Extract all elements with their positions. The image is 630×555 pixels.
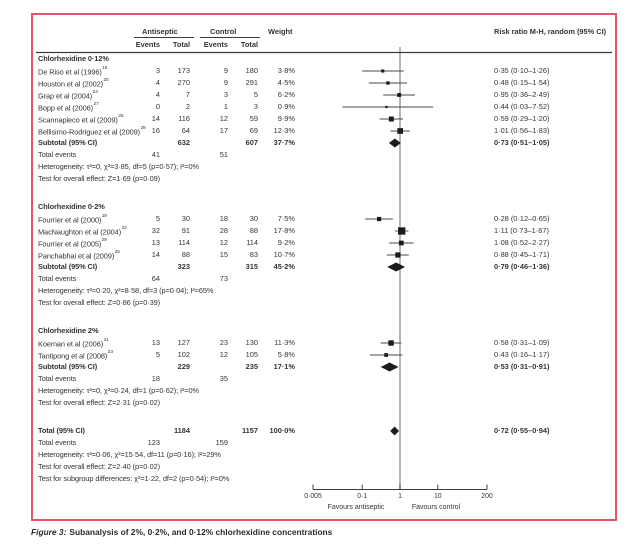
study-row bbox=[0, 337, 630, 349]
control-total-value: 69 bbox=[249, 126, 258, 135]
group-header-row bbox=[0, 53, 630, 65]
row-label: Total events bbox=[38, 438, 77, 447]
control-total-value: 30 bbox=[249, 214, 258, 223]
row-label: Scannapieco et al $(2009)^{26}$ bbox=[38, 114, 124, 125]
reference-number: 29 bbox=[101, 238, 107, 243]
control-total-value: 607 bbox=[245, 138, 258, 147]
row-label: Subtotal (95% CI) bbox=[38, 138, 98, 147]
antiseptic-events-header: Events bbox=[135, 40, 160, 49]
heterogeneity-row bbox=[0, 285, 630, 297]
subgroup-differences-row bbox=[0, 473, 630, 485]
weight-value: 12·3% bbox=[273, 126, 295, 135]
antiseptic-events-value: 13 bbox=[151, 338, 160, 347]
row-label: Koeman et al $(2006)^{21}$ bbox=[38, 338, 109, 349]
antiseptic-events-value: 14 bbox=[151, 114, 160, 123]
control-total-value: 1157 bbox=[241, 426, 258, 435]
risk-ratio-value: 0·73 (0·51–1·05) bbox=[494, 138, 550, 147]
antiseptic-events-value: 4 bbox=[155, 78, 160, 87]
risk-ratio-value: 0·44 (0·03–7·52) bbox=[494, 102, 550, 111]
antiseptic-total-value: 64 bbox=[181, 126, 190, 135]
total-events-row bbox=[0, 437, 630, 449]
control-events-value: 23 bbox=[219, 338, 228, 347]
control-events-value: 9 bbox=[223, 66, 228, 75]
row-label: Tantipong et al $(2008)^{23}$ bbox=[38, 350, 113, 361]
x-axis-tick-label: 0·005 bbox=[304, 493, 322, 500]
risk-ratio-value: 0·59 (0·29–1·20) bbox=[494, 114, 550, 123]
risk-ratio-value: 0·35 (0·10–1·26) bbox=[494, 66, 550, 75]
row-label: Chlorhexidine 0·2% bbox=[38, 202, 105, 211]
control-total-value: 3 bbox=[253, 102, 258, 111]
control-total-value: 235 bbox=[245, 362, 258, 371]
group-header-row bbox=[0, 325, 630, 337]
row-label: Fourrier et al $(2005)^{29}$ bbox=[38, 238, 107, 249]
antiseptic-events-value: 3 bbox=[155, 66, 160, 75]
control-total-value: 180 bbox=[245, 66, 258, 75]
row-label: Test for overall effect: Z=0·86 (p=0·39) bbox=[38, 298, 160, 307]
control-total-value: 114 bbox=[246, 238, 258, 247]
x-axis-tick-label: 10 bbox=[433, 493, 442, 500]
row-label: Total (95% CI) bbox=[38, 426, 85, 435]
control-total-value: 83 bbox=[249, 250, 258, 259]
antiseptic-events-value: 18 bbox=[151, 374, 160, 383]
heterogeneity-row bbox=[0, 385, 630, 397]
row-label: Heterogeneity: τ²=0·20, χ²=8·58, df=3 (p=0·04); I²=65% bbox=[38, 286, 214, 295]
reference-number: 21 bbox=[103, 338, 109, 343]
row-label: Houston et al $(2002)^{20}$ bbox=[38, 78, 109, 89]
weight-value: 3·8% bbox=[277, 66, 295, 75]
antiseptic-events-value: 5 bbox=[155, 350, 160, 359]
control-events-value: 159 bbox=[215, 438, 228, 447]
reference-number: 25 bbox=[114, 250, 120, 255]
x-axis-tick-label: 0·1 bbox=[357, 493, 368, 500]
study-row bbox=[0, 113, 630, 125]
risk-ratio-value: 1·11 (0·73–1·67) bbox=[494, 226, 549, 235]
weight-value: 6·2% bbox=[277, 90, 295, 99]
row-label: Test for subgroup differences: χ²=1·22, df=2 (p=0·54); I²=0% bbox=[38, 474, 230, 483]
antiseptic-total-value: 2 bbox=[185, 102, 190, 111]
antiseptic-events-value: 5 bbox=[155, 214, 160, 223]
total-events-row bbox=[0, 273, 630, 285]
row-label: Total events bbox=[38, 374, 77, 383]
control-events-value: 18 bbox=[219, 214, 228, 223]
antiseptic-total-value: 632 bbox=[177, 138, 190, 147]
study-row bbox=[0, 77, 630, 89]
subtotal-row bbox=[0, 361, 630, 373]
control-events-value: 15 bbox=[219, 250, 228, 259]
antiseptic-total-value: 173 bbox=[177, 66, 190, 75]
heterogeneity-row bbox=[0, 161, 630, 173]
figure-caption-text: Subanalysis of 2%, 0·2%, and 0·12% chlorhexidine concentrations bbox=[69, 527, 333, 537]
risk-ratio-value: 0·48 (0·15–1·54) bbox=[494, 78, 550, 87]
control-events-value: 12 bbox=[219, 114, 228, 123]
overall-effect-row bbox=[0, 461, 630, 473]
study-row bbox=[0, 349, 630, 361]
x-axis-tick-label: 1 bbox=[398, 493, 402, 500]
antiseptic-events-value: 14 bbox=[151, 250, 160, 259]
heterogeneity-row bbox=[0, 449, 630, 461]
risk-ratio-value: 1·08 (0·52–2·27) bbox=[494, 238, 550, 247]
row-label: Test for overall effect: Z=2·40 (p=0·02) bbox=[38, 462, 160, 471]
total-events-row bbox=[0, 149, 630, 161]
study-row bbox=[0, 213, 630, 225]
row-label: Subtotal (95% CI) bbox=[38, 262, 98, 271]
study-row bbox=[0, 89, 630, 101]
row-label: Chlorhexidine 0·12% bbox=[38, 54, 109, 63]
reference-number: 19 bbox=[101, 214, 107, 219]
antiseptic-events-value: 41 bbox=[151, 150, 160, 159]
control-total-value: 130 bbox=[245, 338, 258, 347]
antiseptic-total-value: 1184 bbox=[173, 426, 190, 435]
antiseptic-total-value: 116 bbox=[178, 114, 190, 123]
reference-number: 24 bbox=[92, 90, 98, 95]
control-total-value: 5 bbox=[253, 90, 258, 99]
antiseptic-total-value: 127 bbox=[177, 338, 190, 347]
control-total-value: 315 bbox=[245, 262, 258, 271]
weight-column-header: Weight bbox=[268, 27, 293, 36]
control-events-header: Events bbox=[203, 40, 228, 49]
risk-ratio-column-header: Risk ratio M-H, random (95% CI) bbox=[494, 27, 607, 36]
study-row bbox=[0, 237, 630, 249]
antiseptic-total-value: 7 bbox=[185, 90, 190, 99]
risk-ratio-value: 0·72 (0·55–0·94) bbox=[494, 426, 550, 435]
control-events-value: 35 bbox=[219, 374, 228, 383]
control-events-value: 1 bbox=[223, 102, 228, 111]
study-row bbox=[0, 249, 630, 261]
group-header-row bbox=[0, 201, 630, 213]
control-events-value: 17 bbox=[219, 126, 228, 135]
overall-effect-row bbox=[0, 297, 630, 309]
favours-control-label: Favours control bbox=[411, 504, 461, 511]
risk-ratio-value: 1·01 (0·56–1·83) bbox=[494, 126, 550, 135]
control-events-value: 9 bbox=[223, 78, 228, 87]
control-column-header: Control bbox=[210, 27, 237, 36]
weight-value: 10·7% bbox=[273, 250, 295, 259]
weight-value: 7·5% bbox=[277, 214, 295, 223]
weight-value: 100·0% bbox=[269, 426, 295, 435]
row-label: De Riso et al $(1996)^{18}$ bbox=[38, 66, 108, 77]
antiseptic-total-value: 30 bbox=[181, 214, 190, 223]
antiseptic-events-value: 64 bbox=[151, 274, 160, 283]
risk-ratio-value: 0·43 (0·16–1·17) bbox=[494, 350, 550, 359]
reference-number: 22 bbox=[121, 226, 127, 231]
row-label: Test for overall effect: Z=1·69 (p=0·09) bbox=[38, 174, 160, 183]
row-label: Fourrier et al $(2000)^{19}$ bbox=[38, 214, 107, 225]
row-label: Total events bbox=[38, 150, 77, 159]
row-label: Chlorhexidine 2% bbox=[38, 326, 99, 335]
antiseptic-total-header: Total bbox=[172, 40, 190, 49]
risk-ratio-value: 0·53 (0·31–0·91) bbox=[494, 362, 550, 371]
risk-ratio-value: 0·95 (0·36–2·49) bbox=[494, 90, 550, 99]
favours-antiseptic-label: Favours antiseptic bbox=[327, 504, 385, 511]
subtotal-row bbox=[0, 137, 630, 149]
row-label: Heterogeneity: τ²=0, χ²=3·85, df=5 (p=0·57); I²=0% bbox=[38, 162, 199, 171]
control-total-value: 59 bbox=[249, 114, 258, 123]
reference-number: 28 bbox=[140, 126, 146, 131]
antiseptic-events-value: 13 bbox=[151, 238, 160, 247]
control-events-value: 12 bbox=[219, 238, 228, 247]
reference-number: 23 bbox=[107, 350, 113, 355]
figure-caption-label: Figure 3: bbox=[31, 527, 67, 537]
weight-value: 0·9% bbox=[277, 102, 295, 111]
risk-ratio-value: 0·88 (0·45–1·71) bbox=[494, 250, 550, 259]
row-label: Bopp et al $(2006)^{27}$ bbox=[38, 102, 99, 113]
reference-number: 18 bbox=[102, 66, 108, 71]
antiseptic-events-value: 32 bbox=[151, 226, 160, 235]
control-total-value: 291 bbox=[245, 78, 258, 87]
row-label: Total events bbox=[38, 274, 77, 283]
control-events-value: 51 bbox=[219, 150, 228, 159]
antiseptic-total-value: 323 bbox=[177, 262, 190, 271]
row-label: Heterogeneity: τ²=0, χ²=0·24, df=1 (p=0·62); I²=0% bbox=[38, 386, 199, 395]
row-label: Bellisimo-Rodriguez et al $(2009)^{28}$ bbox=[38, 126, 146, 137]
control-total-value: 88 bbox=[249, 226, 258, 235]
reference-number: 27 bbox=[93, 102, 99, 107]
figure-caption bbox=[31, 527, 332, 537]
total-row bbox=[0, 425, 630, 437]
weight-value: 9·2% bbox=[277, 238, 295, 247]
control-events-value: 28 bbox=[219, 226, 228, 235]
risk-ratio-value: 0·79 (0·46–1·36) bbox=[494, 262, 550, 271]
weight-value: 11·3% bbox=[274, 338, 295, 347]
study-row bbox=[0, 125, 630, 137]
overall-effect-row bbox=[0, 397, 630, 409]
subtotal-row bbox=[0, 261, 630, 273]
control-events-value: 12 bbox=[219, 350, 228, 359]
antiseptic-total-value: 102 bbox=[177, 350, 190, 359]
overall-effect-row bbox=[0, 173, 630, 185]
weight-value: 45·2% bbox=[273, 262, 295, 271]
risk-ratio-value: 0·58 (0·31–1·09) bbox=[494, 338, 550, 347]
reference-number: 26 bbox=[118, 114, 124, 119]
study-row bbox=[0, 225, 630, 237]
row-label: MacNaughton et al $(2004)^{22}$ bbox=[38, 226, 127, 237]
study-row bbox=[0, 101, 630, 113]
control-total-header: Total bbox=[240, 40, 258, 49]
row-label: Grap et al $(2004)^{24}$ bbox=[38, 90, 98, 101]
antiseptic-events-value: 0 bbox=[155, 102, 160, 111]
antiseptic-total-value: 91 bbox=[181, 226, 190, 235]
study-row bbox=[0, 65, 630, 77]
row-label: Panchabhai et al $(2009)^{25}$ bbox=[38, 250, 120, 261]
weight-value: 5·8% bbox=[277, 350, 295, 359]
row-label: Subtotal (95% CI) bbox=[38, 362, 98, 371]
row-label: Heterogeneity: τ²=0·06, χ²=15·54, df=11 (p=0·16); I²=29% bbox=[38, 450, 221, 459]
x-axis-tick-label: 200 bbox=[481, 493, 493, 500]
antiseptic-total-value: 270 bbox=[177, 78, 190, 87]
weight-value: 17·1% bbox=[273, 362, 295, 371]
weight-value: 37·7% bbox=[273, 138, 295, 147]
control-events-value: 3 bbox=[223, 90, 228, 99]
risk-ratio-value: 0·28 (0·12–0·65) bbox=[494, 214, 550, 223]
antiseptic-column-header: Antiseptic bbox=[142, 27, 178, 36]
control-events-value: 73 bbox=[219, 274, 228, 283]
weight-value: 17·8% bbox=[273, 226, 295, 235]
row-label: Test for overall effect: Z=2·31 (p=0·02) bbox=[38, 398, 160, 407]
antiseptic-total-value: 88 bbox=[181, 250, 190, 259]
control-total-value: 105 bbox=[245, 350, 258, 359]
weight-value: 9·9% bbox=[277, 114, 295, 123]
antiseptic-total-value: 229 bbox=[177, 362, 190, 371]
antiseptic-events-value: 16 bbox=[151, 126, 160, 135]
weight-value: 4·5% bbox=[277, 78, 295, 87]
antiseptic-total-value: 114 bbox=[178, 238, 190, 247]
antiseptic-events-value: 123 bbox=[147, 438, 160, 447]
antiseptic-events-value: 4 bbox=[155, 90, 160, 99]
total-events-row bbox=[0, 373, 630, 385]
reference-number: 20 bbox=[103, 78, 109, 83]
